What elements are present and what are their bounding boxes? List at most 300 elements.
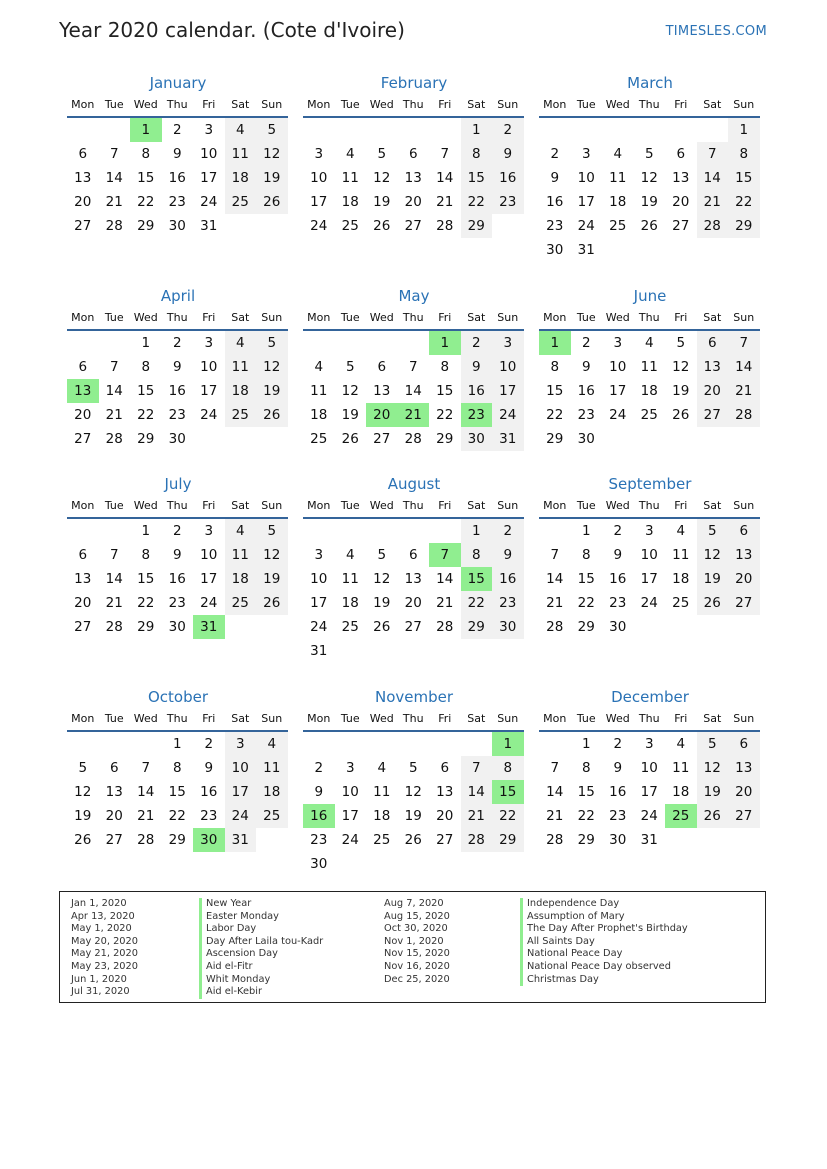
day-cell: 28 xyxy=(105,431,123,447)
day-cell: 9 xyxy=(581,359,591,375)
weekday-header: Tue xyxy=(99,307,131,331)
day-cell: 25 xyxy=(310,431,328,447)
day-cell: 18 xyxy=(225,567,257,591)
month-name: June xyxy=(633,287,667,305)
empty-cell xyxy=(492,214,524,238)
day-cell: 19 xyxy=(256,379,288,403)
legend-date: Nov 15, 2020 xyxy=(384,948,450,960)
day-cell: 5 xyxy=(697,732,729,756)
day-cell: 28 xyxy=(404,431,422,447)
day-cell: 8 xyxy=(461,543,493,567)
weekday-header: Wed xyxy=(602,94,634,118)
day-cell: 30 xyxy=(168,619,186,635)
month-name: May xyxy=(398,287,430,305)
day-cell: 23 xyxy=(492,591,524,615)
empty-cell xyxy=(67,118,99,142)
day-cell: 16 xyxy=(577,383,595,399)
weekday-header: Wed xyxy=(366,94,398,118)
weekday-header: Mon xyxy=(67,94,99,118)
day-cell: 16 xyxy=(461,379,493,403)
empty-cell xyxy=(366,639,398,663)
day-cell: 12 xyxy=(373,170,391,186)
day-cell: 17 xyxy=(200,571,218,587)
day-cell: 26 xyxy=(256,591,288,615)
month-days-grid xyxy=(539,495,761,639)
weekday-header: Sat xyxy=(461,94,493,118)
day-cell: 15 xyxy=(461,166,493,190)
weekday-header: Mon xyxy=(303,495,335,519)
day-cell: 22 xyxy=(546,407,564,423)
day-cell: 10 xyxy=(200,547,218,563)
day-cell: 29 xyxy=(168,832,186,848)
day-cell: 25 xyxy=(225,190,257,214)
weekday-header: Wed xyxy=(366,495,398,519)
day-cell: 26 xyxy=(697,591,729,615)
empty-cell xyxy=(539,118,571,142)
day-cell: 2 xyxy=(613,523,623,539)
weekday-header: Mon xyxy=(539,708,571,732)
month-days-grid xyxy=(67,495,289,639)
day-cell: 4 xyxy=(676,736,686,752)
empty-cell xyxy=(728,828,760,852)
weekday-header: Sun xyxy=(256,708,288,732)
legend-holiday-name: Labor Day xyxy=(199,923,323,936)
day-cell: 5 xyxy=(78,760,88,776)
empty-cell xyxy=(366,519,398,543)
weekday-header: Sun xyxy=(492,708,524,732)
empty-cell xyxy=(728,427,760,451)
day-cell: 14 xyxy=(461,780,493,804)
day-cell: 16 xyxy=(168,170,186,186)
day-cell: 25 xyxy=(672,595,690,611)
day-cell: 17 xyxy=(200,383,218,399)
day-cell: 26 xyxy=(697,804,729,828)
empty-cell xyxy=(492,639,524,663)
day-cell: 17 xyxy=(640,571,658,587)
day-cell: 2 xyxy=(172,523,182,539)
day-cell: 24 xyxy=(200,595,218,611)
day-cell: 21 xyxy=(546,595,564,611)
day-cell: 15 xyxy=(436,383,454,399)
day-cell: 24 xyxy=(609,407,627,423)
day-cell: 21 xyxy=(546,808,564,824)
day-cell: 17 xyxy=(310,194,328,210)
weekday-header: Fri xyxy=(429,307,461,331)
day-cell: 21 xyxy=(398,403,430,427)
empty-cell xyxy=(303,732,335,756)
weekday-header: Wed xyxy=(602,708,634,732)
day-cell: 9 xyxy=(204,760,214,776)
day-cell: 16 xyxy=(546,194,564,210)
day-cell: 8 xyxy=(172,760,182,776)
day-cell: 15 xyxy=(168,784,186,800)
day-cell: 9 xyxy=(172,359,182,375)
weekday-header: Sat xyxy=(461,495,493,519)
day-cell: 14 xyxy=(728,355,760,379)
day-cell: 21 xyxy=(137,808,155,824)
empty-cell xyxy=(697,118,729,142)
weekday-header: Wed xyxy=(130,307,162,331)
weekday-header: Wed xyxy=(130,495,162,519)
day-cell: 29 xyxy=(137,619,155,635)
legend-date: Jun 1, 2020 xyxy=(71,973,127,985)
day-cell: 5 xyxy=(408,760,418,776)
day-cell: 6 xyxy=(728,732,760,756)
day-cell: 28 xyxy=(546,832,564,848)
legend-date: May 21, 2020 xyxy=(71,948,138,960)
day-cell: 8 xyxy=(492,756,524,780)
day-cell: 26 xyxy=(640,218,658,234)
empty-cell xyxy=(398,118,430,142)
empty-cell xyxy=(225,427,257,451)
weekday-header: Tue xyxy=(335,94,367,118)
weekday-header: Sun xyxy=(256,495,288,519)
day-cell: 15 xyxy=(137,383,155,399)
day-cell: 2 xyxy=(461,331,493,355)
day-cell: 6 xyxy=(676,146,686,162)
weekday-header: Fri xyxy=(193,708,225,732)
day-cell: 28 xyxy=(546,619,564,635)
empty-cell xyxy=(335,732,367,756)
day-cell: 25 xyxy=(256,804,288,828)
day-cell: 8 xyxy=(141,547,151,563)
day-cell: 30 xyxy=(461,427,493,451)
weekday-header: Thu xyxy=(398,495,430,519)
empty-cell xyxy=(634,427,666,451)
day-cell: 10 xyxy=(492,355,524,379)
day-cell: 5 xyxy=(697,519,729,543)
weekday-header: Wed xyxy=(366,307,398,331)
legend-holiday-name: National Peace Day xyxy=(520,948,688,961)
day-cell: 5 xyxy=(644,146,654,162)
legend-holiday-name: Day After Laila tou-Kadr xyxy=(199,936,323,949)
day-cell: 7 xyxy=(109,146,119,162)
empty-cell xyxy=(366,331,398,355)
month-days-grid xyxy=(539,307,761,451)
empty-cell xyxy=(67,732,99,756)
day-cell: 9 xyxy=(613,547,623,563)
empty-cell xyxy=(539,519,571,543)
legend-date: Jan 1, 2020 xyxy=(71,898,127,909)
empty-cell xyxy=(634,118,666,142)
day-cell: 3 xyxy=(314,146,324,162)
day-cell: 5 xyxy=(377,547,387,563)
empty-cell xyxy=(602,427,634,451)
day-cell: 26 xyxy=(404,832,422,848)
month-name: February xyxy=(380,74,448,92)
day-cell: 31 xyxy=(225,828,257,852)
month-days-grid xyxy=(303,495,525,663)
day-cell: 20 xyxy=(697,379,729,403)
weekday-header: Tue xyxy=(335,495,367,519)
weekday-header: Thu xyxy=(634,708,666,732)
month-name: March xyxy=(627,74,673,92)
weekday-header: Sat xyxy=(225,708,257,732)
day-cell: 19 xyxy=(672,383,690,399)
day-cell: 2 xyxy=(204,736,214,752)
day-cell: 6 xyxy=(408,146,418,162)
empty-cell xyxy=(697,238,729,262)
empty-cell xyxy=(67,331,99,355)
day-cell: 31 xyxy=(200,218,218,234)
legend-date: May 1, 2020 xyxy=(71,923,132,935)
day-cell: 9 xyxy=(550,170,560,186)
weekday-header: Sat xyxy=(697,495,729,519)
day-cell: 22 xyxy=(577,595,595,611)
weekday-header: Fri xyxy=(429,495,461,519)
empty-cell xyxy=(256,427,288,451)
day-cell: 18 xyxy=(256,780,288,804)
legend-names-right xyxy=(520,898,688,986)
day-cell: 18 xyxy=(672,784,690,800)
weekday-header: Thu xyxy=(398,708,430,732)
day-cell: 6 xyxy=(728,519,760,543)
day-cell: 19 xyxy=(697,567,729,591)
day-cell: 18 xyxy=(310,407,328,423)
legend-date: Nov 16, 2020 xyxy=(384,960,450,972)
day-cell: 25 xyxy=(609,218,627,234)
day-cell: 17 xyxy=(577,194,595,210)
day-cell: 20 xyxy=(728,567,760,591)
month-april xyxy=(67,285,289,451)
weekday-header: Thu xyxy=(398,94,430,118)
day-cell: 7 xyxy=(697,142,729,166)
day-cell: 26 xyxy=(256,190,288,214)
day-cell: 27 xyxy=(404,619,422,635)
day-cell: 13 xyxy=(436,784,454,800)
day-cell: 4 xyxy=(377,760,387,776)
day-cell: 5 xyxy=(345,359,355,375)
day-cell: 3 xyxy=(581,146,591,162)
day-cell: 12 xyxy=(256,355,288,379)
day-cell: 26 xyxy=(341,431,359,447)
empty-cell xyxy=(665,828,697,852)
legend-date: May 23, 2020 xyxy=(71,960,138,972)
day-cell: 10 xyxy=(577,170,595,186)
weekday-header: Thu xyxy=(162,708,194,732)
day-cell: 7 xyxy=(728,331,760,355)
day-cell: 29 xyxy=(436,431,454,447)
day-cell: 12 xyxy=(404,784,422,800)
empty-cell xyxy=(461,639,493,663)
weekday-header: Mon xyxy=(67,495,99,519)
legend-holiday-name: Whit Monday xyxy=(199,974,323,987)
day-cell: 23 xyxy=(609,595,627,611)
day-cell: 19 xyxy=(341,407,359,423)
day-cell: 7 xyxy=(550,760,560,776)
day-cell: 12 xyxy=(697,543,729,567)
legend-date: Dec 25, 2020 xyxy=(384,973,450,985)
day-cell: 13 xyxy=(67,379,99,403)
day-cell: 6 xyxy=(78,146,88,162)
empty-cell xyxy=(398,732,430,756)
weekday-header: Wed xyxy=(130,94,162,118)
legend-holiday-name: New Year xyxy=(199,898,323,911)
empty-cell xyxy=(335,519,367,543)
day-cell: 23 xyxy=(461,403,493,427)
day-cell: 19 xyxy=(373,194,391,210)
weekday-header: Thu xyxy=(162,495,194,519)
empty-cell xyxy=(634,615,666,639)
day-cell: 5 xyxy=(377,146,387,162)
weekday-header: Sat xyxy=(461,307,493,331)
weekday-header: Sun xyxy=(728,708,760,732)
day-cell: 29 xyxy=(577,619,595,635)
day-cell: 24 xyxy=(640,595,658,611)
empty-cell xyxy=(697,427,729,451)
empty-cell xyxy=(728,615,760,639)
day-cell: 23 xyxy=(609,808,627,824)
day-cell: 28 xyxy=(137,832,155,848)
empty-cell xyxy=(429,732,461,756)
day-cell: 20 xyxy=(404,194,422,210)
day-cell: 9 xyxy=(172,547,182,563)
day-cell: 1 xyxy=(461,519,493,543)
day-cell: 15 xyxy=(546,383,564,399)
day-cell: 24 xyxy=(640,808,658,824)
day-cell: 17 xyxy=(225,780,257,804)
day-cell: 11 xyxy=(373,784,391,800)
weekday-header: Tue xyxy=(99,94,131,118)
day-cell: 21 xyxy=(728,379,760,403)
legend-date: Nov 1, 2020 xyxy=(384,935,444,947)
legend-date: Aug 7, 2020 xyxy=(384,898,444,909)
month-days-grid xyxy=(539,708,761,852)
day-cell: 30 xyxy=(310,856,328,872)
weekday-header: Tue xyxy=(99,495,131,519)
weekday-header: Wed xyxy=(602,495,634,519)
day-cell: 30 xyxy=(492,615,524,639)
day-cell: 9 xyxy=(492,543,524,567)
month-january xyxy=(67,72,289,238)
day-cell: 4 xyxy=(256,732,288,756)
day-cell: 16 xyxy=(609,784,627,800)
day-cell: 12 xyxy=(256,543,288,567)
day-cell: 27 xyxy=(404,218,422,234)
day-cell: 16 xyxy=(168,571,186,587)
day-cell: 13 xyxy=(74,170,92,186)
weekday-header: Sun xyxy=(728,307,760,331)
day-cell: 3 xyxy=(225,732,257,756)
empty-cell xyxy=(303,519,335,543)
day-cell: 4 xyxy=(225,331,257,355)
day-cell: 29 xyxy=(492,828,524,852)
month-name: October xyxy=(147,688,209,706)
month-name: January xyxy=(149,74,207,92)
empty-cell xyxy=(429,639,461,663)
day-cell: 8 xyxy=(440,359,450,375)
month-days-grid xyxy=(303,708,525,876)
day-cell: 30 xyxy=(168,431,186,447)
day-cell: 24 xyxy=(310,619,328,635)
empty-cell xyxy=(99,118,131,142)
legend-holiday-name: Aid el-Kebir xyxy=(199,986,323,999)
day-cell: 8 xyxy=(141,359,151,375)
weekday-header: Sat xyxy=(697,94,729,118)
day-cell: 22 xyxy=(577,808,595,824)
day-cell: 22 xyxy=(137,407,155,423)
day-cell: 24 xyxy=(310,218,328,234)
legend-holiday-name: National Peace Day observed xyxy=(520,961,688,974)
day-cell: 12 xyxy=(640,170,658,186)
day-cell: 9 xyxy=(314,784,324,800)
month-name: July xyxy=(164,475,192,493)
day-cell: 4 xyxy=(225,519,257,543)
empty-cell xyxy=(256,828,288,852)
day-cell: 3 xyxy=(644,523,654,539)
day-cell: 6 xyxy=(697,331,729,355)
empty-cell xyxy=(303,331,335,355)
empty-cell xyxy=(398,639,430,663)
day-cell: 21 xyxy=(461,804,493,828)
day-cell: 1 xyxy=(581,736,591,752)
day-cell: 25 xyxy=(373,832,391,848)
day-cell: 14 xyxy=(105,170,123,186)
empty-cell xyxy=(665,118,697,142)
day-cell: 18 xyxy=(225,379,257,403)
month-november xyxy=(303,686,525,876)
day-cell: 30 xyxy=(577,431,595,447)
page-title: Year 2020 calendar. (Cote d'Ivoire) xyxy=(59,18,405,42)
month-days-grid xyxy=(67,94,289,238)
weekday-header: Fri xyxy=(665,708,697,732)
day-cell: 14 xyxy=(105,571,123,587)
month-february xyxy=(303,72,525,238)
day-cell: 8 xyxy=(728,142,760,166)
weekday-header: Tue xyxy=(571,708,603,732)
day-cell: 7 xyxy=(461,756,493,780)
weekday-header: Mon xyxy=(539,495,571,519)
weekday-header: Wed xyxy=(366,708,398,732)
day-cell: 2 xyxy=(613,736,623,752)
empty-cell xyxy=(335,118,367,142)
legend-dates-right xyxy=(384,898,450,986)
day-cell: 25 xyxy=(341,218,359,234)
day-cell: 20 xyxy=(74,194,92,210)
weekday-header: Sun xyxy=(492,307,524,331)
day-cell: 10 xyxy=(609,359,627,375)
empty-cell xyxy=(303,118,335,142)
weekday-header: Tue xyxy=(571,307,603,331)
weekday-header: Tue xyxy=(335,307,367,331)
day-cell: 10 xyxy=(341,784,359,800)
day-cell: 21 xyxy=(105,407,123,423)
day-cell: 15 xyxy=(577,784,595,800)
day-cell: 15 xyxy=(492,780,524,804)
empty-cell xyxy=(571,118,603,142)
empty-cell xyxy=(256,615,288,639)
empty-cell xyxy=(539,732,571,756)
month-name: April xyxy=(160,287,196,305)
day-cell: 11 xyxy=(640,359,658,375)
day-cell: 11 xyxy=(225,142,257,166)
empty-cell xyxy=(130,732,162,756)
day-cell: 10 xyxy=(200,359,218,375)
brand-link[interactable]: TIMESLES.COM xyxy=(665,24,767,39)
day-cell: 23 xyxy=(546,218,564,234)
day-cell: 9 xyxy=(461,355,493,379)
day-cell: 27 xyxy=(672,218,690,234)
day-cell: 17 xyxy=(310,595,328,611)
weekday-header: Thu xyxy=(162,94,194,118)
day-cell: 2 xyxy=(172,122,182,138)
day-cell: 11 xyxy=(225,355,257,379)
day-cell: 4 xyxy=(345,547,355,563)
day-cell: 10 xyxy=(640,547,658,563)
day-cell: 18 xyxy=(341,194,359,210)
weekday-header: Tue xyxy=(99,708,131,732)
weekday-header: Fri xyxy=(665,495,697,519)
